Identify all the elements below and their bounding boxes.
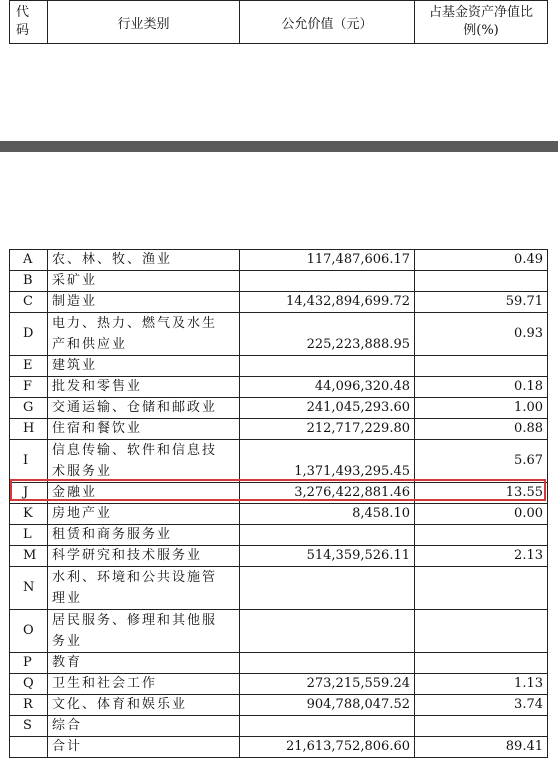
row-category [48, 674, 240, 695]
table-row [10, 356, 548, 377]
row-code: B [10, 271, 48, 292]
row-code [10, 737, 48, 758]
row-category-line-1: 水利、环境和公共设施管 [52, 570, 218, 585]
row-category [48, 398, 240, 419]
row-pct [415, 356, 548, 377]
row-pct: 89.41 [415, 737, 548, 758]
row-category-line-1: 农、林、牧、渔业 [52, 252, 173, 267]
row-category-line-1: 合计 [52, 739, 83, 754]
row-value: 273,215,559.24 [240, 674, 415, 695]
row-code: M [10, 546, 48, 567]
row-category-line-1: 科学研究和技术服务业 [52, 548, 203, 563]
table-row [10, 567, 548, 610]
row-category [48, 377, 240, 398]
row-code: A [10, 250, 48, 271]
table-row [10, 271, 548, 292]
row-category [48, 250, 240, 271]
row-category-line-1: 居民服务、修理和其他服 [52, 613, 218, 628]
row-value [240, 525, 415, 546]
row-category [48, 695, 240, 716]
row-category-line-1: 住宿和餐饮业 [52, 421, 143, 436]
table-row [10, 546, 548, 567]
header-pct-line-1: 占基金资产净值比 [428, 5, 533, 20]
row-code: R [10, 695, 48, 716]
row-pct: 0.49 [415, 250, 548, 271]
table-row [10, 716, 548, 737]
row-code: K [10, 504, 48, 525]
row-value: 44,096,320.48 [240, 377, 415, 398]
row-category-line-1: 采矿业 [52, 273, 98, 288]
header-pct [415, 1, 548, 44]
row-category [48, 610, 240, 653]
row-category [48, 525, 240, 546]
table-row [10, 610, 548, 653]
row-code: J [10, 483, 48, 504]
row-value [240, 610, 415, 653]
row-pct [415, 716, 548, 737]
row-category [48, 737, 240, 758]
row-category [48, 716, 240, 737]
row-code: S [10, 716, 48, 737]
row-category-line-1: 房地产业 [52, 506, 113, 521]
table-row [10, 737, 548, 758]
row-value: 514,359,526.11 [240, 546, 415, 567]
table-row [10, 653, 548, 674]
row-pct: 0.88 [415, 419, 548, 440]
row-category-line-1: 卫生和社会工作 [52, 676, 158, 691]
table-row [10, 250, 548, 271]
row-value: 8,458.10 [240, 504, 415, 525]
row-code: L [10, 525, 48, 546]
row-pct: 0.93 [415, 313, 548, 356]
row-pct: 0.00 [415, 504, 548, 525]
row-value [240, 653, 415, 674]
row-category-line-1: 建筑业 [52, 358, 98, 373]
table-row [10, 313, 548, 356]
row-code: E [10, 356, 48, 377]
row-code: O [10, 610, 48, 653]
row-value: 117,487,606.17 [240, 250, 415, 271]
row-category-line-1: 租赁和商务服务业 [52, 527, 173, 542]
row-value [240, 567, 415, 610]
row-value [240, 716, 415, 737]
row-code: C [10, 292, 48, 313]
header-value: 公允价值（元） [240, 1, 415, 44]
row-category [48, 419, 240, 440]
row-value [240, 356, 415, 377]
row-category [48, 483, 240, 504]
row-code: N [10, 567, 48, 610]
industry-table [9, 249, 548, 758]
row-category-line-2: 产和供应业 [52, 337, 128, 352]
row-category-line-1: 文化、体育和娱乐业 [52, 697, 188, 712]
row-category-line-2: 务业 [52, 634, 83, 649]
row-category-line-1: 批发和零售业 [52, 379, 143, 394]
row-value: 14,432,894,699.72 [240, 292, 415, 313]
row-pct [415, 525, 548, 546]
table-row [10, 525, 548, 546]
row-value [240, 271, 415, 292]
row-category-line-1: 电力、热力、燃气及水生 [52, 316, 218, 331]
table-row [10, 440, 548, 483]
row-value: 21,613,752,806.60 [240, 737, 415, 758]
header-code-line-1: 代 [16, 5, 30, 20]
row-value: 904,788,047.52 [240, 695, 415, 716]
row-pct: 1.00 [415, 398, 548, 419]
row-category [48, 313, 240, 356]
row-category [48, 546, 240, 567]
header-pct-line-2: 例(%) [463, 23, 499, 38]
header-row [10, 1, 548, 44]
row-pct [415, 271, 548, 292]
row-code: D [10, 313, 48, 356]
row-category-line-1: 金融业 [52, 485, 98, 500]
row-pct: 59.71 [415, 292, 548, 313]
row-value: 241,045,293.60 [240, 398, 415, 419]
row-pct: 0.18 [415, 377, 548, 398]
table-row [10, 419, 548, 440]
row-code: Q [10, 674, 48, 695]
row-code: P [10, 653, 48, 674]
row-category [48, 271, 240, 292]
row-category-line-1: 教育 [52, 655, 83, 670]
row-category-line-1: 交通运输、仓储和邮政业 [52, 400, 218, 415]
table-row [10, 504, 548, 525]
table-row [10, 377, 548, 398]
table-row [10, 695, 548, 716]
row-value: 225,223,888.95 [240, 313, 415, 356]
divider-bar [0, 141, 558, 152]
row-pct [415, 610, 548, 653]
row-pct: 2.13 [415, 546, 548, 567]
row-pct [415, 653, 548, 674]
row-value: 1,371,493,295.45 [240, 440, 415, 483]
row-code: G [10, 398, 48, 419]
row-pct: 5.67 [415, 440, 548, 483]
row-category [48, 356, 240, 377]
row-category [48, 567, 240, 610]
row-code: I [10, 440, 48, 483]
row-category [48, 440, 240, 483]
row-code: F [10, 377, 48, 398]
row-category-line-2: 理业 [52, 591, 83, 606]
table-row [10, 674, 548, 695]
row-pct: 1.13 [415, 674, 548, 695]
header-code-line-2: 码 [16, 23, 30, 38]
row-pct [415, 567, 548, 610]
row-pct: 13.55 [415, 483, 548, 504]
row-value: 3,276,422,881.46 [240, 483, 415, 504]
header-code [10, 1, 48, 44]
row-value: 212,717,229.80 [240, 419, 415, 440]
row-category [48, 653, 240, 674]
row-category [48, 504, 240, 525]
header-category: 行业类别 [48, 1, 240, 44]
row-pct: 3.74 [415, 695, 548, 716]
table-row [10, 398, 548, 419]
table-row [10, 292, 548, 313]
row-category-line-2: 术服务业 [52, 464, 113, 479]
row-category-line-1: 制造业 [52, 294, 98, 309]
row-category-line-1: 信息传输、软件和信息技 [52, 443, 218, 458]
table-header [9, 0, 548, 44]
table-row [10, 483, 548, 504]
row-code: H [10, 419, 48, 440]
row-category [48, 292, 240, 313]
row-category-line-1: 综合 [52, 718, 83, 733]
